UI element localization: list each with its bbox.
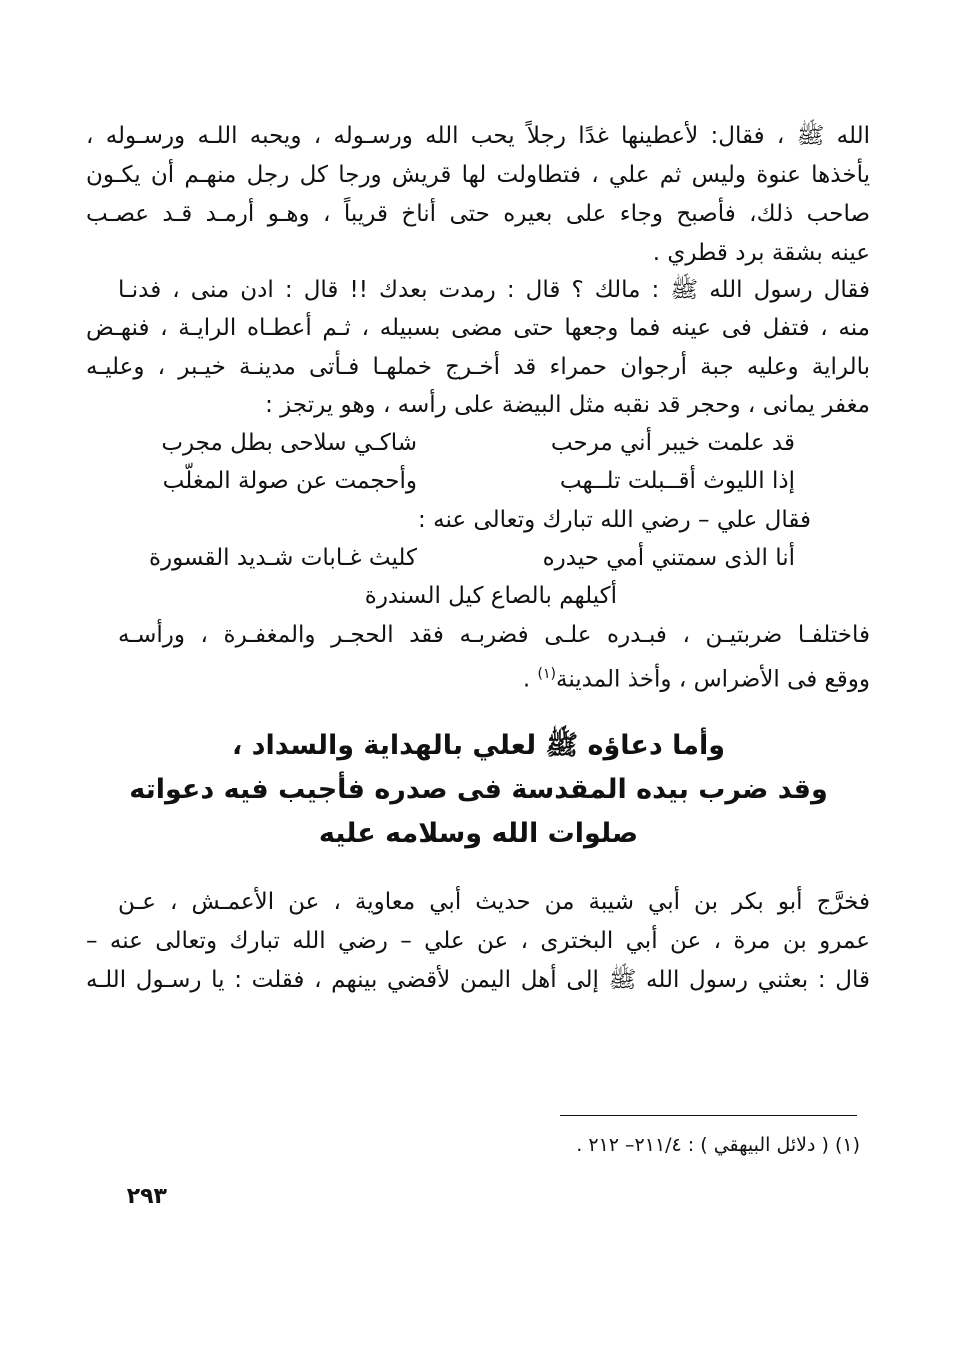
paragraph-2-line-1: فقال رسول الله ﷺ : مالك ؟ قال : رمدت بعدك !! قال : ادن منى ، فدنـا xyxy=(118,277,870,303)
paragraph-3-line-2-end: . xyxy=(522,666,538,693)
paragraph-4-line-1: فخرَّج أبو بكر بن أبي شيبة من حديث أبي معاوية ، عن الأعمـش ، عـن xyxy=(118,889,870,915)
paragraph-3-line-1: فاختلفـا ضربتيـن ، فبـدره علـى فضربـه فقد الحجـر والمغفـرة ، ورأسـه xyxy=(118,622,870,648)
footnote-divider xyxy=(560,1115,857,1116)
paragraph-1-line-4: عينه بشقة برد قطري . xyxy=(652,240,870,266)
section-heading-line-2: وقد ضرب بيده المقدسة فى صدره فأجيب فيه دعواته xyxy=(129,774,828,805)
paragraph-3-line-2-text: ووقع فى الأضراس ، وأخذ المدينة xyxy=(555,666,870,693)
verse-1-first-hemistich: قد علمت خيبر أني مرحب xyxy=(550,430,795,456)
paragraph-1-line-2: يأخذها عنوة وليس ثم علي ، فتطاولت لها قريش ورجا كل رجل منهـم أن يكـون xyxy=(86,162,870,188)
verse-2-second-hemistich: وأحجمت عن صولة المغلّب xyxy=(162,468,417,494)
verse-1-second-hemistich: شاكـي سلاحى بطل مجرب xyxy=(161,430,417,456)
section-heading-line-3: صلوات الله وسلامه عليه xyxy=(318,818,639,849)
verse-3-second-hemistich: كليث غـابات شـديد القسورة xyxy=(148,545,417,571)
ali-intro-line: فقال علي – رضي الله تبارك وتعالى عنه : xyxy=(418,507,811,533)
page-number: ٢٩٣ xyxy=(126,1184,167,1209)
paragraph-4-line-2: عمرو بن مرة ، عن أبي البخترى ، عن علي – رضي الله تبارك وتعالى عنه – xyxy=(86,928,870,954)
paragraph-4-line-3: قال : بعثني رسول الله ﷺ إلى أهل اليمن لأقضي بينهم ، فقلت : يا رسـول اللـه xyxy=(86,967,870,993)
verse-3-first-hemistich: أنا الذى سمتني أمي حيدره xyxy=(542,545,795,571)
verse-4-single: أكيلهم بالصاع كيل السندرة xyxy=(364,583,617,609)
verse-2-first-hemistich: إذا الليوث أقــبلت تلــهب xyxy=(559,468,795,494)
paragraph-2-line-2: منه ، فتفل فى عينه فما وجعها حتى مضى بسبيله ، ثـم أعطـاه الرايـة ، فنهـض xyxy=(86,315,870,341)
footnote-text: (١) ( دلائل البيهقي ) : ٢١١/٤– ٢١٢ . xyxy=(576,1134,860,1156)
paragraph-2-line-4: مغفر يمانى ، وحجر قد نقبه مثل البيضة على رأسه ، وهو يرتجز : xyxy=(265,392,870,418)
paragraph-2-line-3: بالراية وعليه جبة أرجوان حمراء قد أخـرج خملهـا فـأتى مدينـة خيـبر ، وعليـه xyxy=(86,354,870,380)
paragraph-3-line-2 xyxy=(86,659,870,695)
paragraph-1-line-1: الله ﷺ ، فقال: لأعطينها غدًا رجلاً يحب الله ورسـوله ، ويحبه اللـه ورسـوله ، xyxy=(86,123,870,149)
footnote-reference: (١) xyxy=(537,666,556,682)
paragraph-1-line-3: صاحب ذلك، فأصبح وجاء على بعيره حتى أناخ قريباً ، وهـو أرمـد قـد عصـب xyxy=(86,201,870,227)
section-heading-line-1: وأما دعاؤه ﷺ لعلي بالهداية والسداد ، xyxy=(231,730,725,761)
